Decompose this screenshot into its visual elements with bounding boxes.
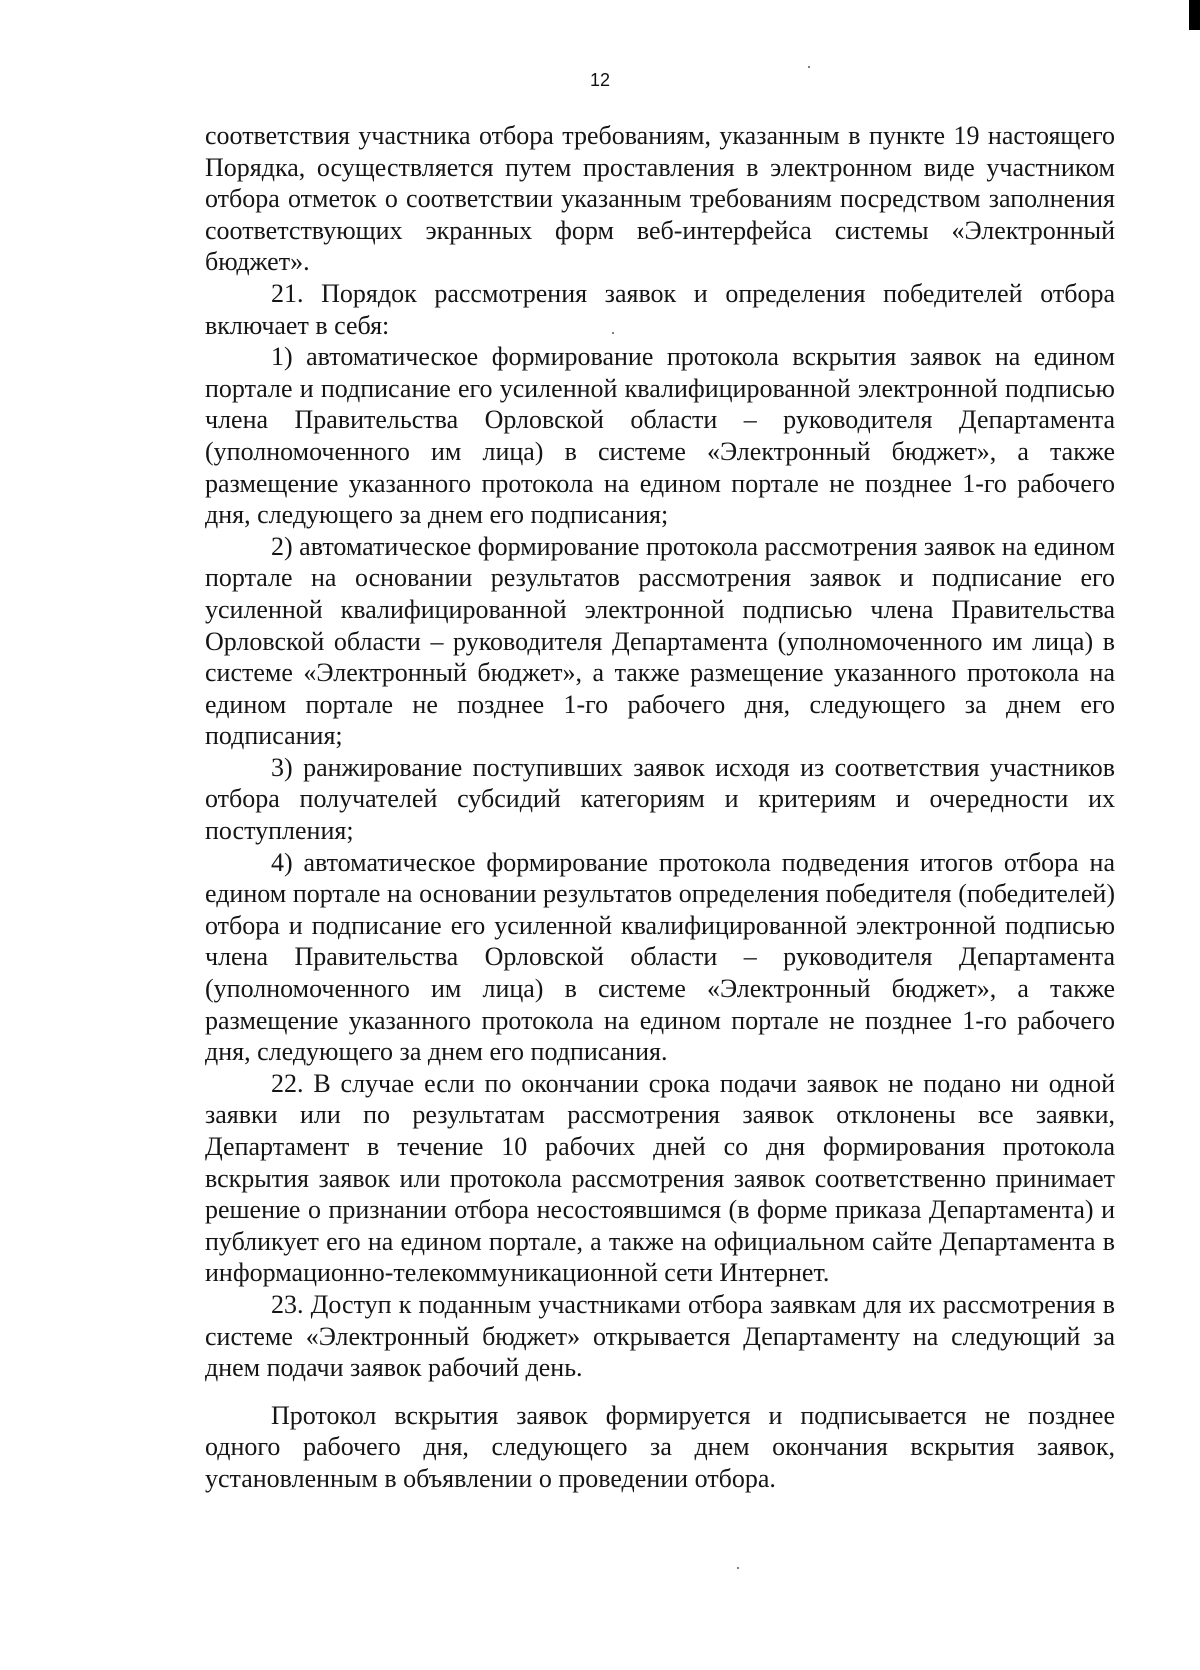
document-body (205, 120, 1115, 1495)
scan-speck (612, 332, 614, 334)
scan-speck (808, 66, 810, 68)
paragraph-subclause-4: 4) автоматическое формирование протокола подведения итогов отбора на едином портале на основании результатов определения победителя (победителей) отбора и подписание его усиленной квалифицированной электронной подписью члена Правительства Орловской области – руководителя Департамента (уполномоченного им лица) в системе «Электронный бюджет», а также размещение указанного протокола на едином портале не позднее 1-го рабочего дня, следующего за днем его подписания. (205, 847, 1115, 1067)
paragraph-subclause-1: 1) автоматическое формирование протокола вскрытия заявок на едином портале и подписание его усиленной квалифицированной электронной подписью члена Правительства Орловской области – руководителя Департамента (уполномоченного им лица) в системе «Электронный бюджет», а также размещение указанного протокола на едином портале не позднее 1-го рабочего дня, следующего за днем его подписания; (205, 342, 1115, 530)
scan-speck (737, 1567, 739, 1569)
paragraph-subclause-3: 3) ранжирование поступивших заявок исходя из соответствия участников отбора получателей субсидий категориям и критериям и очередности их поступления; (205, 752, 1115, 846)
scan-corner-mark (1189, 0, 1200, 30)
paragraph-subclause-2: 2) автоматическое формирование протокола рассмотрения заявок на едином портале на основании результатов рассмотрения заявок и подписание его усиленной квалифицированной электронной подписью члена Правительства Орловской области – руководителя Департамента (уполномоченного им лица) в системе «Электронный бюджет», а также размещение указанного протокола на едином портале не позднее 1-го рабочего дня, следующего за днем его подписания; (205, 531, 1115, 751)
page-number: 12 (589, 70, 611, 90)
paragraph-continuation: соответствия участника отбора требованиям, указанным в пункте 19 настоящего Порядка, осуществляется путем проставления в электронном виде участником отбора отметок о соответствии указанным требованиям посредством заполнения соответствующих экранных форм веб-интерфейса системы «Электронный бюджет». (205, 121, 1115, 277)
paragraph-clause-22: 22. В случае если по окончании срока подачи заявок не подано ни одной заявки или по результатам рассмотрения заявок отклонены все заявки, Департамент в течение 10 рабочих дней со дня формирования протокола вскрытия заявок или протокола рассмотрения заявок соответственно принимает решение о признании отбора несостоявшимся (в форме приказа Департамента) и публикует его на едином портале, а также на официальном сайте Департамента в информационно-телекоммуникационной сети Интернет. (205, 1068, 1115, 1288)
paragraph-protocol-opening: Протокол вскрытия заявок формируется и подписывается не позднее одного рабочего дня, следующего за днем окончания вскрытия заявок, установленным в объявлении о проведении отбора. (205, 1400, 1115, 1493)
paragraph-clause-23: 23. Доступ к поданным участниками отбора заявкам для их рассмотрения в системе «Электронный бюджет» открывается Департаменту на следующий за днем подачи заявок рабочий день. (205, 1289, 1115, 1383)
paragraph-clause-21: 21. Порядок рассмотрения заявок и определения победителей отбора включает в себя: (205, 278, 1115, 340)
